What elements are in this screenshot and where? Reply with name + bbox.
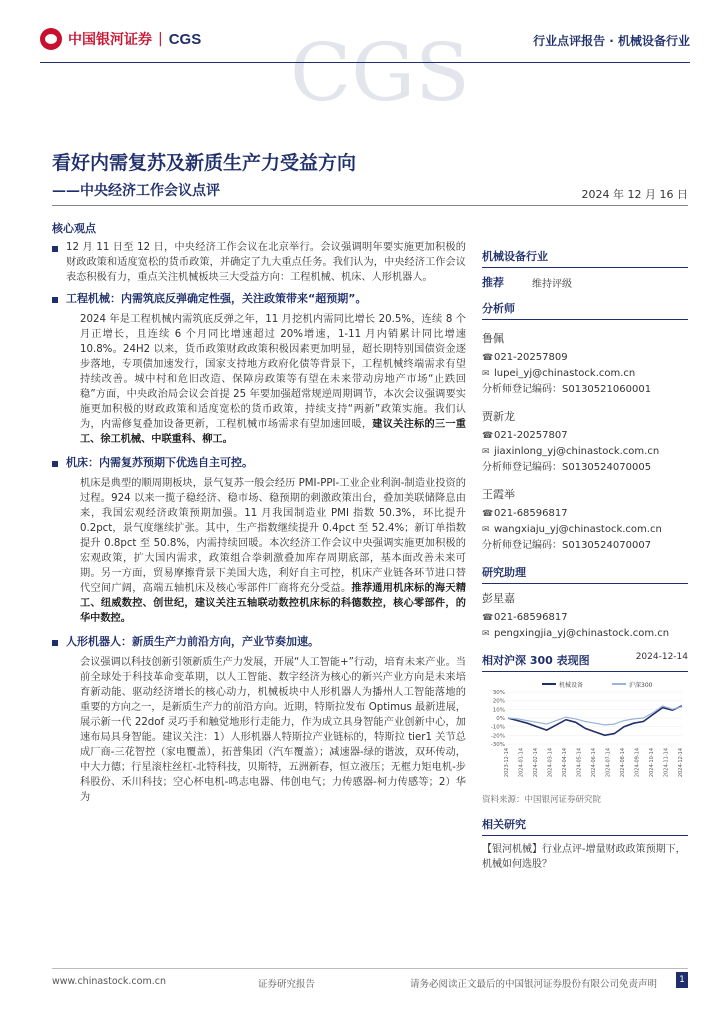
- legend-label: 沪深300: [629, 682, 653, 689]
- report-type: 行业点评报告 · 机械设备行业: [533, 34, 690, 48]
- phone-icon: ☎: [482, 509, 494, 519]
- section-1-head: [52, 291, 466, 306]
- section-2-recommend: 推荐通用机床标的海天精工、纽威数控、创世纪，建议关注五轴联动数控机床标的科德数控，核心零部件，的华中数控。: [80, 583, 467, 624]
- section-1-text: 2024 年是工程机械内需筑底反弹之年，11 月挖机内需同比增长 20.5%，连续 8 个月正增长，且连续 6 个月同比增速超过 20%增速，1-11 月内销累计同比增速 10.8%。24H2 以来，货币政策财政政策积极因素更加明显，超长期特别国债资金逐步落地，专项债加速发行，国家支持地方政府化债等背景下，工程机械终端需求有望持续改善。城中村和危旧改造、保障房政策等有望在未来带动房地产市场“止跌回稳”方面，中央政治局会议会首提 25 年要加强超常规逆周期调节，本次会议强调要实施更加积极的财政政策和适度宽松的货币政策，持续支持“两新”政策实施。我们认为，内需修复叠加设备更新，工程机械市场需求有望加速回暖，: [80, 314, 466, 430]
- section-1-recommend: 建议关注标的三一重工、徐工机械、中联重科、柳工。: [80, 419, 466, 445]
- intro-paragraph: 12 月 11 日至 12 日，中央经济工作会议在北京举行。会议强调明年要实施更加积极的财政政策和适度宽松的货币政策，并确定了九大重点任务。我们认为，中央经济工作会议表态积极有力，重点关注机械板块三大受益方向：工程机械、机床、人形机器人。: [66, 242, 466, 283]
- y-tick-label: -10%: [490, 724, 505, 731]
- analyst-email[interactable]: wangxiaju_yj@chinastock.com.cn: [494, 524, 662, 535]
- mail-icon: ✉: [482, 525, 490, 535]
- brand-name-en: CGS: [168, 30, 202, 48]
- section-1-title: 工程机械：内需筑底反弹确定性强，关注政策带来“超预期”。: [66, 292, 367, 305]
- section-3-text: 会议强调以科技创新引领新质生产力发展，开展“人工智能+”行动，培育未来产业。当前全球处于科技革命变革期，以人工智能、数字经济为核心的新兴产业方向是未来培育新动能、驱动经济增长的核心动力，机械板块中人形机器人为播州人工智能落地的重要的方向之一，是新质生产力的前沿方向。近期，特斯拉发布 Optimus 最新进展，展示新一代 22dof 灵巧手和触觉地形行走能力，作为成立具身智能产业创新中心，加速布局具身智能。建议关注：1）人形机器人特斯拉产业链标的，特斯拉 tier1 关节总成厂商-三花智控（家电覆盖），拓普集团（汽车覆盖）；减速器-绿的谐波，双环传动，中大力德；行星滚柱丝杠-北特科技，贝斯特，五洲新春，恒立液压；无框力矩电机-步科股份、禾川科技；空心杯电机-鸣志电器、伟创电气；力传感器-柯力传感等；2）华为: [80, 657, 466, 803]
- bullet-icon: [52, 297, 58, 303]
- title-divider: [52, 205, 688, 206]
- phone-icon: ☎: [482, 431, 494, 441]
- rating-value: 维持评级: [532, 278, 572, 290]
- analyst-phone: 021-68596817: [494, 508, 568, 519]
- footer-center: 证券研究报告: [258, 979, 316, 990]
- legend-label: 机械设备: [559, 682, 584, 689]
- x-tick-label: 2024-02-14: [533, 748, 539, 778]
- footer-url[interactable]: www.chinastock.com.cn: [52, 976, 166, 987]
- intro-bullet: [52, 240, 466, 285]
- analyst-email[interactable]: jiaxinlong_yj@chinastock.com.cn: [494, 446, 660, 457]
- analyst-cert: 分析师登记编码：S0130521060001: [482, 384, 652, 395]
- rating-label: 推荐: [482, 276, 504, 289]
- analyst-cert: 分析师登记编码：S0130524070005: [482, 462, 652, 473]
- section-2-head: [52, 455, 466, 470]
- mail-icon: ✉: [482, 369, 490, 379]
- analyst-name: 王霞举: [482, 488, 515, 501]
- watermark-icon: [280, 10, 470, 130]
- assistant-phone: 021-68596817: [494, 612, 568, 623]
- svg-text:CGS: CGS: [290, 26, 470, 119]
- analyst-card: [482, 408, 688, 476]
- section-2-body: [52, 476, 466, 626]
- section-2-title: 机床：内需复苏预期下优选自主可控。: [66, 456, 253, 469]
- brand-logo: [40, 28, 201, 50]
- x-tick-label: 2024-10-14: [649, 748, 655, 778]
- section-2-text: 机床是典型的顺周期板块，景气复苏一般会经历 PMI-PPI-工业企业利润-制造业投资的过程。924 以来一揽子稳经济、稳市场、稳预期的刺激政策出台，叠加美联储降息由来，我国宏观经济政策预期加强。11 月我国制造业 PMI 指数 50.3%，环比提升 0.2pct，景气度继续扩张。其中，生产指数继续提升 0.4pct 至 52.4%；新订单指数提升 0.8pct 至 50.8%，内需持续回暖。本次经济工作会议中央强调实施更加积极的宏观政策，扩大国内需求，政策组合拳刺激叠加库存周期底部，基本面改善未来可期。另一方面，贸易摩擦背景下美国大选，利好自主可控，机床产业链各环节进口替代空间广阔，高端五轴机床及核心零部件厂商将充分受益。: [80, 478, 466, 594]
- x-tick-label: 2024-01-14: [518, 748, 525, 778]
- section-3-body: [52, 655, 466, 805]
- analyst-name: 贾新龙: [482, 410, 515, 423]
- page-number: 1: [676, 972, 688, 988]
- assistant-email[interactable]: pengxingjia_yj@chinastock.com.cn: [494, 628, 670, 639]
- analyst-email[interactable]: lupei_yj@chinastock.com.cn: [494, 368, 636, 379]
- brand-separator: |: [158, 31, 163, 47]
- industry-label: 机械设备行业: [482, 248, 688, 268]
- main-content: [52, 240, 466, 813]
- bullet-icon: [52, 246, 58, 252]
- x-tick-label: 2024-08-14: [620, 748, 626, 778]
- chart-date: 2024-12-14: [635, 652, 688, 662]
- report-date: 2024 年 12 月 16 日: [581, 188, 688, 201]
- analyst-phone: 021-20257809: [494, 352, 568, 363]
- y-tick-label: 20%: [492, 698, 505, 705]
- core-view-label: 核心观点: [52, 222, 96, 235]
- performance-chart: [482, 678, 688, 792]
- assistant-name: 彭星嘉: [482, 592, 515, 605]
- y-tick-label: -20%: [490, 733, 505, 740]
- section-3-title: 人形机器人：新质生产力前沿方向，产业节奏加速。: [66, 635, 319, 648]
- section-1-body: [52, 312, 466, 447]
- report-subtitle: ——中央经济工作会议点评: [52, 183, 220, 199]
- y-tick-label: -30%: [490, 742, 505, 748]
- x-tick-label: 2024-09-14: [634, 748, 641, 778]
- related-label: 相关研究: [482, 816, 688, 836]
- analyst-label: 分析师: [482, 300, 688, 320]
- related-item[interactable]: 【银河机械】行业点评-增量财政政策预期下，机械如何选股？: [482, 844, 686, 870]
- mail-icon: ✉: [482, 629, 490, 639]
- report-title: 看好内需复苏及新质生产力受益方向: [52, 152, 357, 174]
- section-3-head: [52, 634, 466, 649]
- analyst-card: [482, 330, 688, 398]
- analyst-phone: 021-20257807: [494, 430, 568, 441]
- x-tick-label: 2024-12-14: [678, 748, 684, 778]
- rating-row: [482, 274, 688, 290]
- performance-chart-svg: [482, 678, 688, 788]
- x-tick-label: 2024-06-14: [591, 748, 597, 778]
- analyst-card: [482, 486, 688, 554]
- chart-header: [482, 652, 688, 672]
- x-tick-label: 2024-07-14: [605, 748, 612, 778]
- bullet-icon: [52, 640, 58, 646]
- phone-icon: ☎: [482, 613, 494, 623]
- phone-icon: ☎: [482, 353, 494, 363]
- brand-logo-icon: [40, 28, 62, 50]
- x-tick-label: 2023-12-14: [504, 748, 510, 778]
- sidebar: [482, 248, 688, 872]
- analyst-cert: 分析师登记编码：S0130524070007: [482, 540, 652, 551]
- y-tick-label: 0%: [496, 716, 505, 722]
- footer-disclaimer: 请务必阅读正文最后的中国银河证券股份有限公司免责声明: [410, 979, 658, 990]
- assistant-label: 研究助理: [482, 564, 688, 584]
- chart-source: 资料来源：中国银河证券研究院: [482, 795, 602, 805]
- series-line-csi300: [508, 706, 682, 725]
- x-tick-label: 2024-05-14: [576, 748, 583, 778]
- bullet-icon: [52, 461, 58, 467]
- mail-icon: ✉: [482, 447, 490, 457]
- footer-divider: [52, 968, 688, 969]
- x-tick-label: 2024-11-14: [663, 748, 670, 778]
- header-divider: [40, 62, 690, 63]
- page-header: [0, 0, 724, 119]
- analyst-name: 鲁佩: [482, 332, 504, 345]
- brand-name-cn: 中国银河证券: [68, 32, 152, 48]
- chart-title: 相对沪深 300 表现图: [482, 654, 590, 667]
- y-tick-label: 30%: [492, 690, 505, 696]
- x-tick-label: 2024-03-14: [547, 748, 554, 778]
- y-tick-label: 10%: [492, 707, 505, 714]
- x-tick-label: 2024-04-14: [562, 748, 568, 778]
